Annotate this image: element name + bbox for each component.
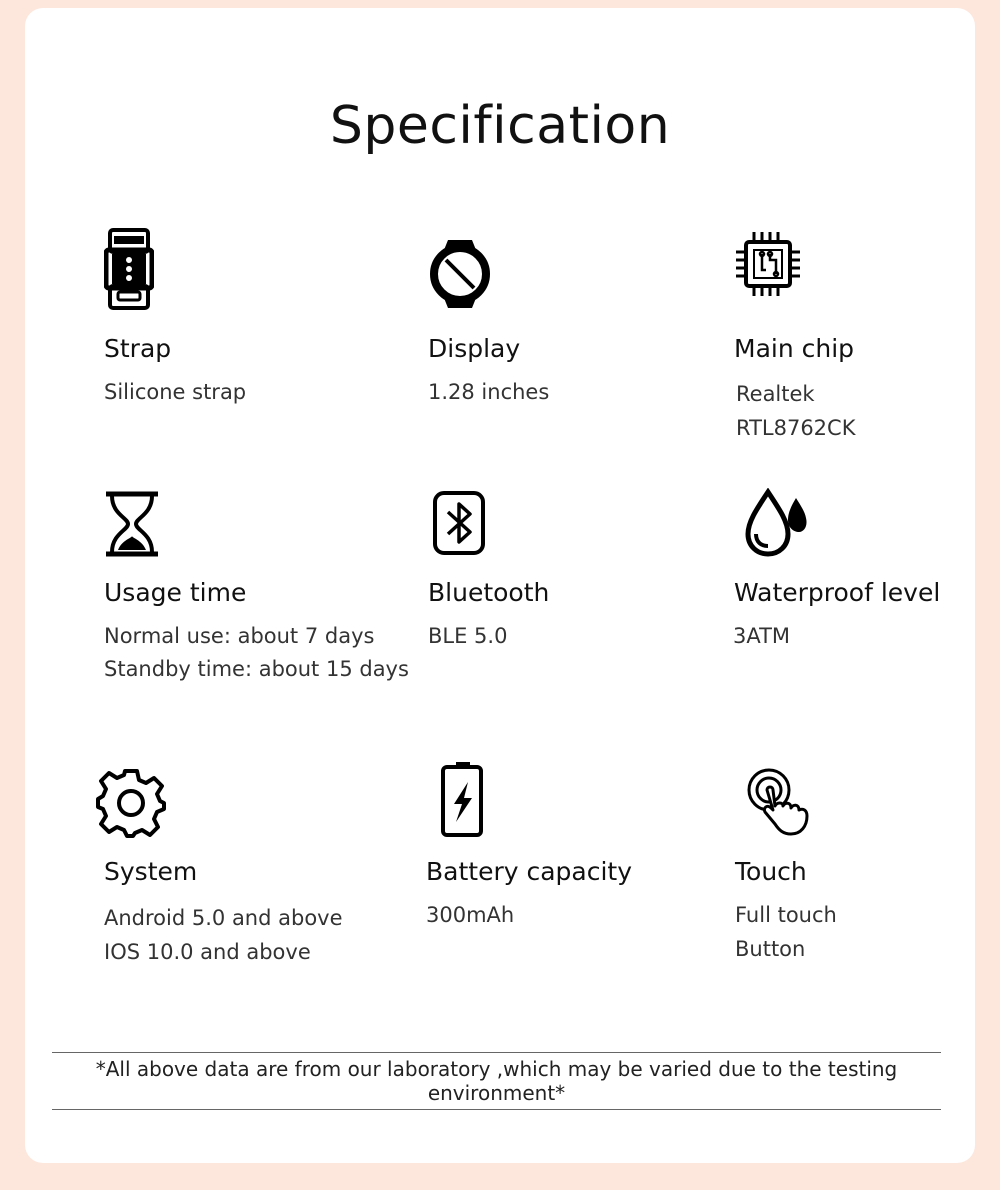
spec-value: Button (735, 937, 806, 961)
page-title: Specification (329, 96, 671, 156)
spec-label: System (104, 857, 198, 886)
spec-label: Touch (735, 857, 807, 886)
footnote: *All above data are from our laboratory ,which may be varied due to the testing environment* (95, 1057, 898, 1105)
hourglass-icon (104, 490, 160, 558)
spec-label: Main chip (734, 334, 855, 363)
water-drop-icon (734, 488, 820, 560)
touch-icon (735, 768, 829, 838)
spec-value: Full touch (735, 903, 837, 927)
chip-icon (734, 230, 802, 298)
spec-label: Battery capacity (426, 857, 633, 886)
watch-display-icon (428, 236, 492, 312)
spec-value: RTL8762CK (736, 416, 856, 440)
bluetooth-icon (428, 490, 490, 558)
spec-value: BLE 5.0 (428, 624, 508, 648)
spec-value: 1.28 inches (428, 380, 550, 404)
spec-label: Strap (104, 334, 172, 363)
spec-label: Waterproof level (734, 578, 941, 607)
spec-value: 3ATM (733, 624, 791, 648)
spec-label: Bluetooth (428, 578, 550, 607)
footnote-top-rule (52, 1052, 941, 1053)
spec-value: IOS 10.0 and above (104, 940, 311, 964)
strap-icon (104, 228, 154, 310)
spec-value: Silicone strap (104, 380, 247, 404)
spec-value: Normal use: about 7 days (104, 624, 375, 648)
spec-value: Standby time: about 15 days (104, 657, 409, 681)
spec-label: Display (428, 334, 521, 363)
battery-icon (426, 760, 488, 838)
footnote-bottom-rule (52, 1109, 941, 1110)
gear-icon (96, 768, 166, 838)
spec-value: Android 5.0 and above (104, 906, 343, 930)
spec-value: Realtek (736, 382, 815, 406)
spec-value: 300mAh (426, 903, 515, 927)
spec-label: Usage time (104, 578, 247, 607)
